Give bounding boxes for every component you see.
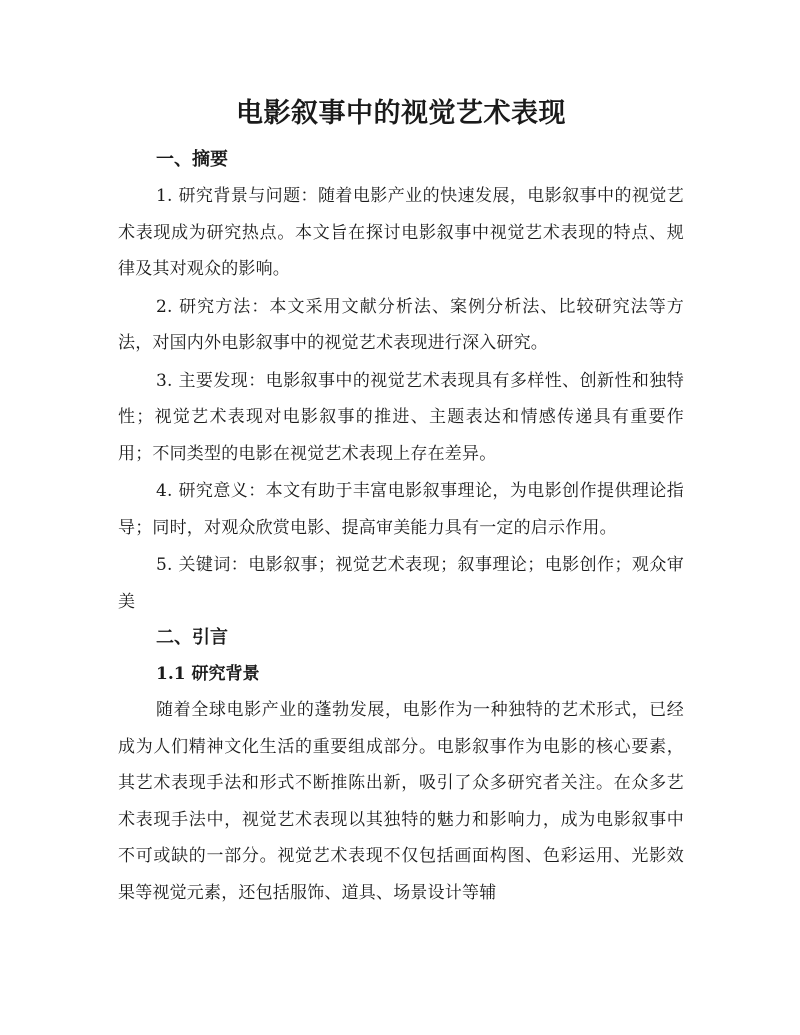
document-title: 电影叙事中的视觉艺术表现 [236,98,566,129]
abstract-item-background: 1. 研究背景与问题：随着电影产业的快速发展，电影叙事中的视觉艺术表现成为研究热点。本文旨在探讨电影叙事中视觉艺术表现的特点、规律及其对观众的影响。 [118,186,684,279]
abstract-item-findings: 3. 主要发现：电影叙事中的视觉艺术表现具有多样性、创新性和独特性；视觉艺术表现对电影叙事的推进、主题表达和情感传递具有重要作用；不同类型的电影在视觉艺术表现上存在差异。 [118,370,684,464]
introduction-heading: 二、引言 [156,627,228,648]
abstract-section [118,142,684,620]
abstract-item-significance: 4. 研究意义：本文有助于丰富电影叙事理论，为电影创作提供理论指导；同时，对观众欣赏电影、提高审美能力具有一定的启示作用。 [118,481,684,538]
abstract-item-methods: 2. 研究方法：本文采用文献分析法、案例分析法、比较研究法等方法，对国内外电影叙事中的视觉艺术表现进行深入研究。 [118,296,684,353]
abstract-item-keywords: 5. 关键词：电影叙事；视觉艺术表现；叙事理论；电影创作；观众审美 [118,555,684,612]
research-background-subheading: 1.1 研究背景 [156,664,260,684]
abstract-heading: 一、摘要 [156,149,228,170]
document-page [118,0,684,911]
introduction-section [118,620,684,911]
introduction-paragraph: 随着全球电影产业的蓬勃发展，电影作为一种独特的艺术形式，已经成为人们精神文化生活的重要组成部分。电影叙事作为电影的核心要素，其艺术表现手法和形式不断推陈出新，吸引了众多研究者关注。在众多艺术表现手法中，视觉艺术表现以其独特的魅力和影响力，成为电影叙事中不可或缺的一部分。视觉艺术表现不仅包括画面构图、色彩运用、光影效果等视觉元素，还包括服饰、道具、场景设计等辅 [118,700,684,903]
